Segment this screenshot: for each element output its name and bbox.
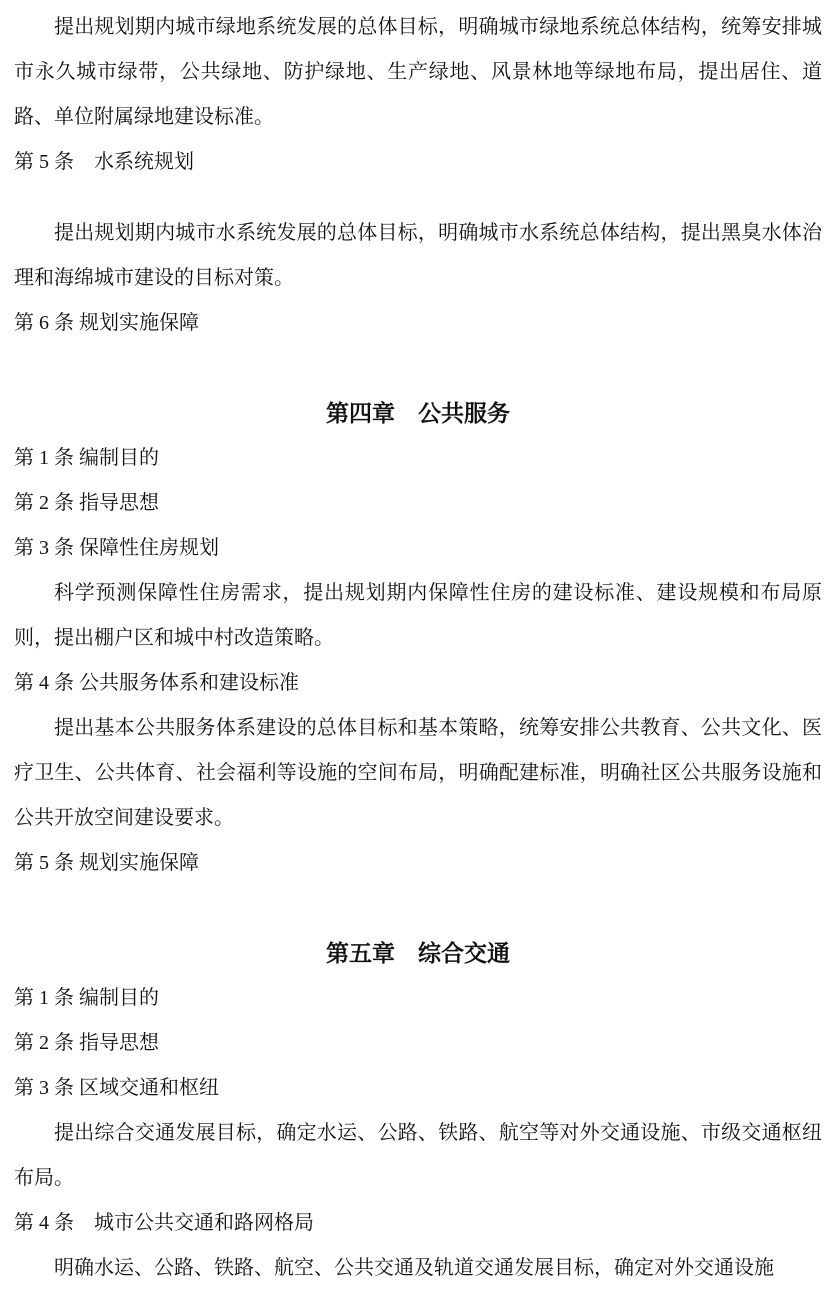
article-heading: 第 6 条 规划实施保障: [14, 312, 199, 334]
body-paragraph: 明确水运、公路、铁路、航空、公共交通及轨道交通发展目标，确定对外交通设施: [54, 1257, 774, 1279]
article-heading: 第 2 条 指导思想: [14, 1032, 159, 1054]
body-paragraph: 科学预测保障性住房需求，提出规划期内保障性住房的建设标准、建设规模和布局原则，提出棚户区和城中村改造策略。: [14, 582, 822, 649]
body-paragraph: 提出规划期内城市水系统发展的总体目标，明确城市水系统总体结构，提出黑臭水体治理和海绵城市建设的目标对策。: [14, 222, 822, 289]
article-heading: 第 1 条 编制目的: [14, 447, 159, 469]
article-heading: 第 5 条 水系统规划: [14, 151, 194, 173]
article-heading: 第 1 条 编制目的: [14, 987, 159, 1009]
article-heading: 第 3 条 区域交通和枢纽: [14, 1077, 219, 1099]
chapter-heading: 第五章 综合交通: [326, 941, 510, 966]
article-heading: 第 4 条 公共服务体系和建设标准: [14, 672, 299, 694]
article-heading: 第 2 条 指导思想: [14, 492, 159, 514]
body-paragraph: 提出综合交通发展目标，确定水运、公路、铁路、航空等对外交通设施、市级交通枢纽布局。: [14, 1122, 822, 1189]
article-heading: 第 3 条 保障性住房规划: [14, 537, 219, 559]
body-paragraph: 提出规划期内城市绿地系统发展的总体目标，明确城市绿地系统总体结构，统筹安排城市永久城市绿带，公共绿地、防护绿地、生产绿地、风景林地等绿地布局，提出居住、道路、单位附属绿地建设标准。: [14, 16, 822, 128]
article-heading: 第 5 条 规划实施保障: [14, 852, 199, 874]
chapter-heading: 第四章 公共服务: [326, 401, 510, 426]
body-paragraph: 提出基本公共服务体系建设的总体目标和基本策略，统筹安排公共教育、公共文化、医疗卫生、公共体育、社会福利等设施的空间布局，明确配建标准，明确社区公共服务设施和公共开放空间建设要求。: [14, 717, 822, 829]
article-heading: 第 4 条 城市公共交通和路网格局: [14, 1212, 314, 1234]
